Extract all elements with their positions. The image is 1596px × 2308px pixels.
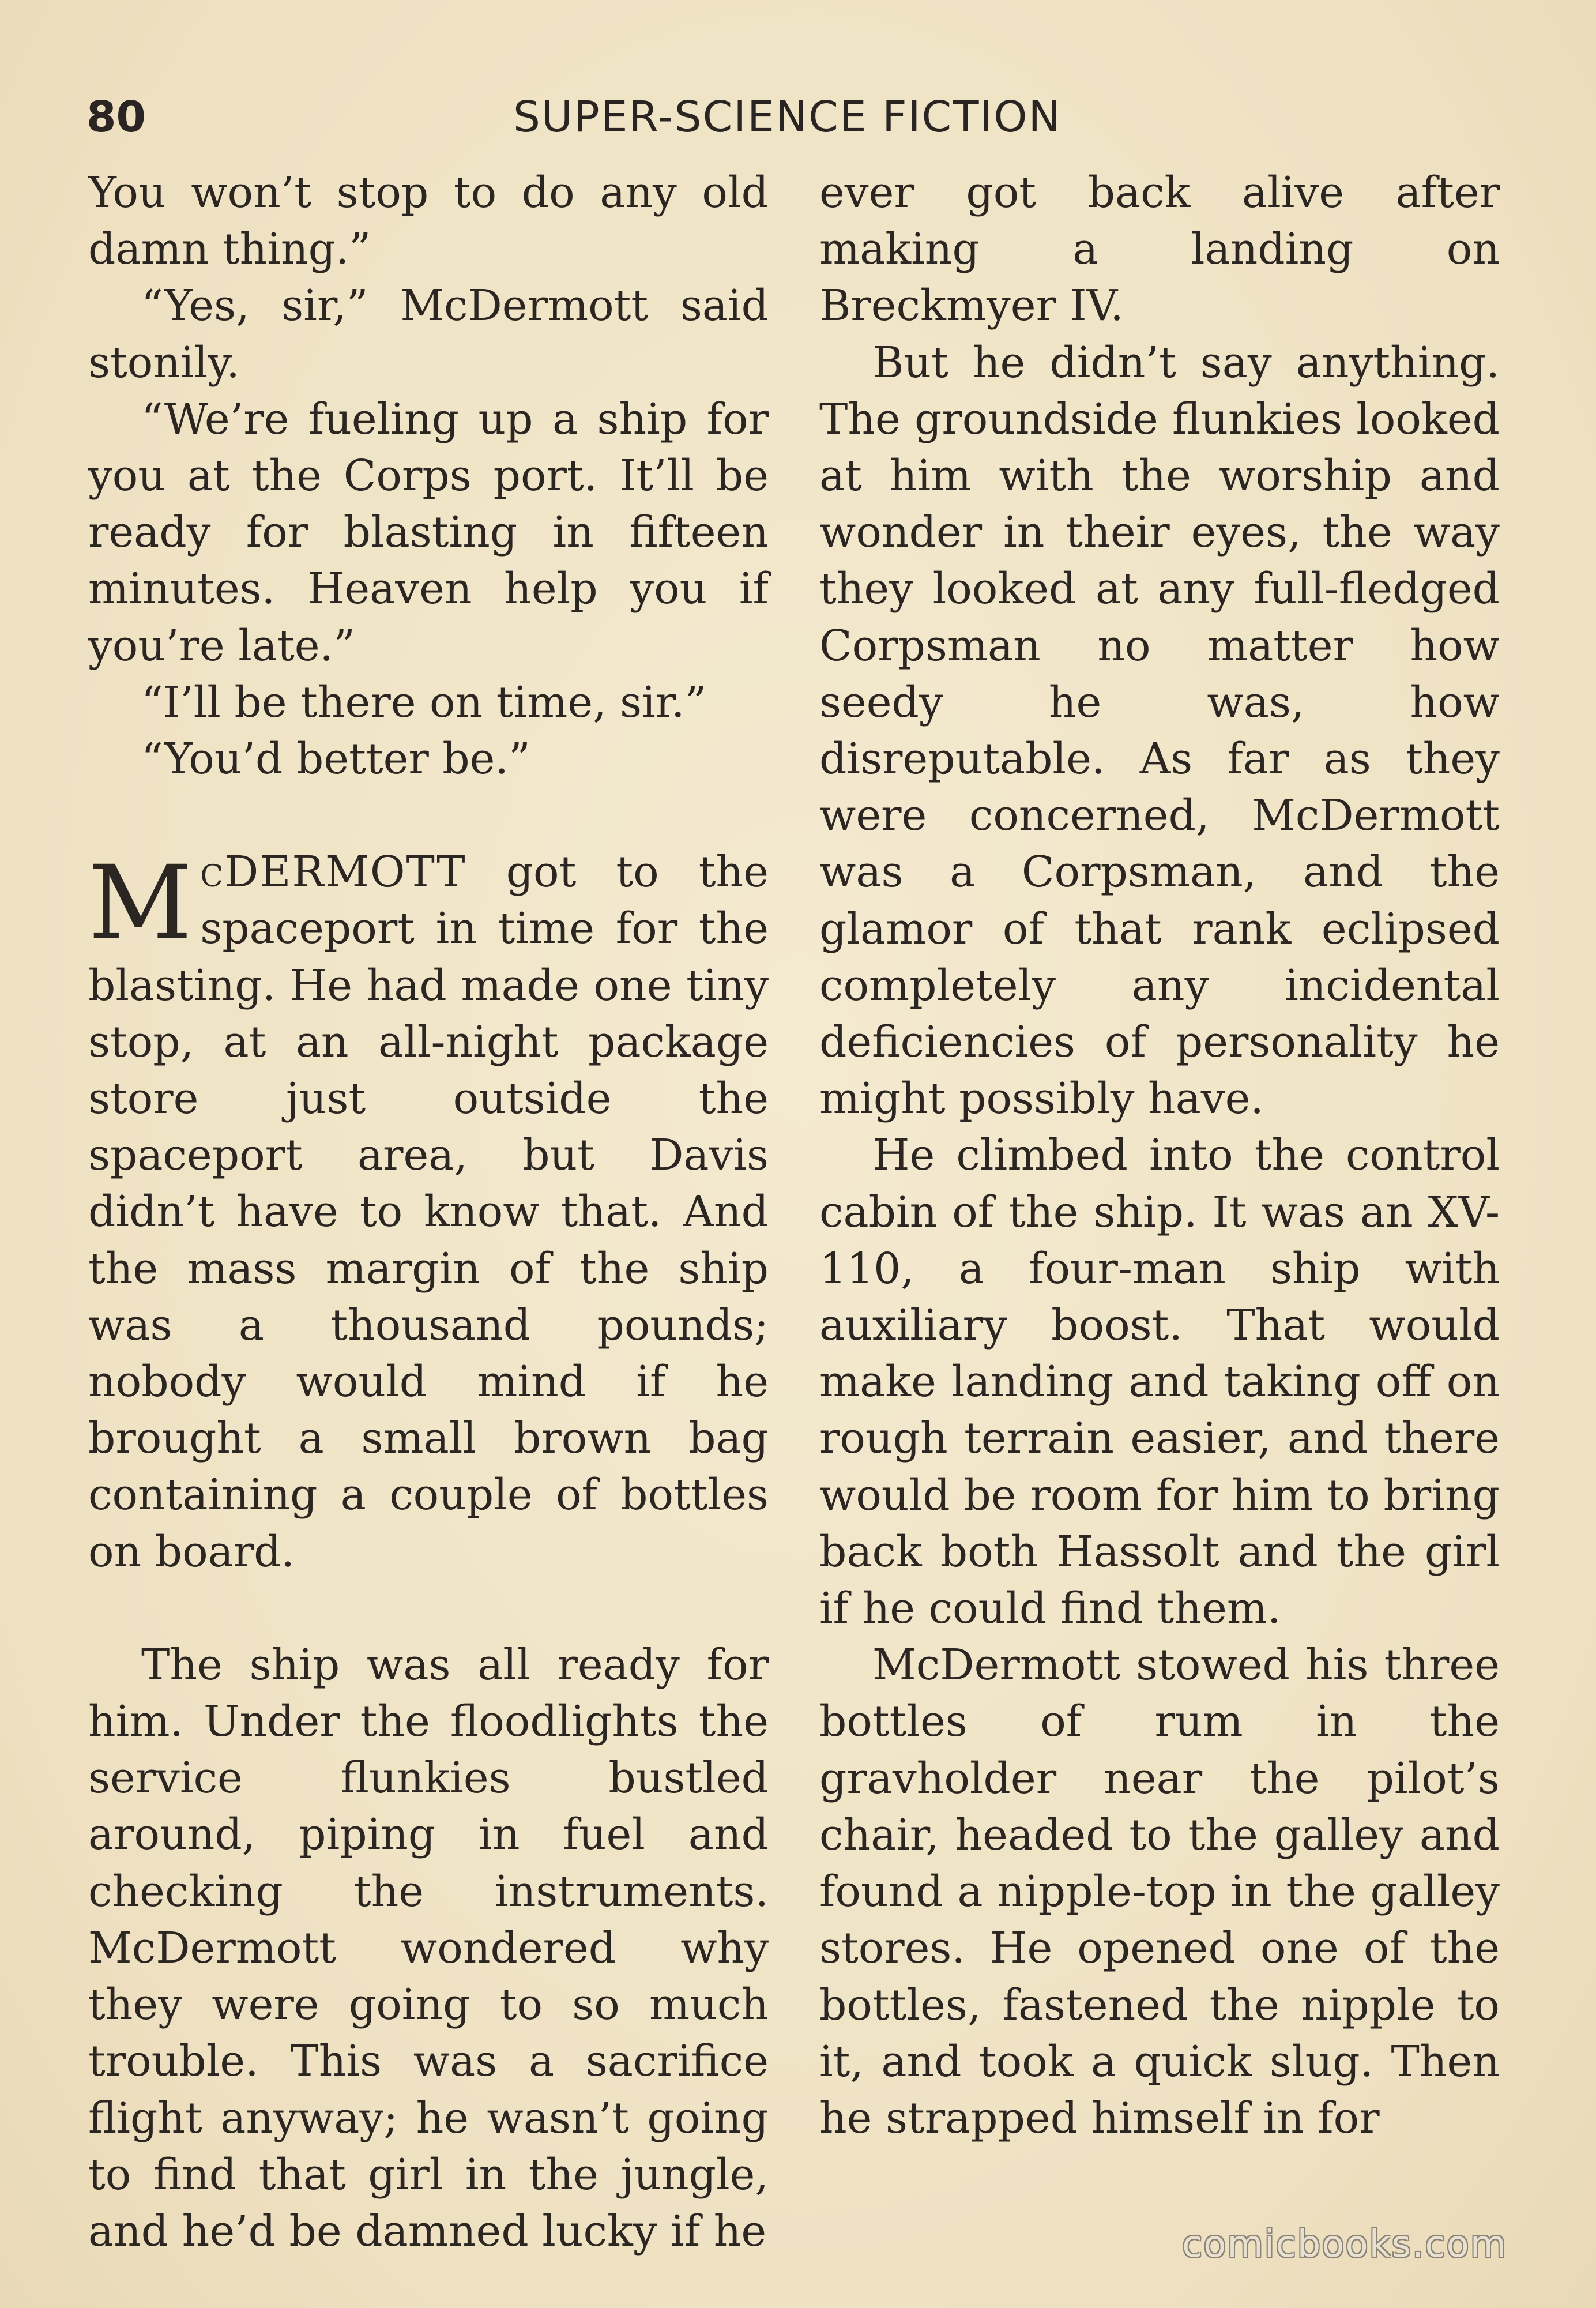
small-caps-lead: cDERMOTT [200, 847, 466, 897]
page-header [86, 85, 1499, 149]
paragraph: McDermott stowed his three bottles of rum in the gravholder near the pilot’s chair, headed to the galley and found a nipple-top in the galley stores. He opened one of the bottles, fastened the nipple to it, and took a quick slug. Then he strapped himself in for [819, 1640, 1500, 2143]
drop-cap: M [88, 844, 193, 963]
section-opening-paragraph [88, 844, 769, 1580]
paragraph: “We’re fueling up a ship for you at the Corps port. It’ll be ready for blasting in fifteen minutes. Heaven help you if you’re late.” [88, 394, 769, 671]
section-gap [88, 1580, 769, 1637]
running-title: SUPER-SCIENCE FICTION [513, 92, 1062, 142]
paragraph: “You’d better be.” [141, 734, 530, 784]
paragraph: But he didn’t say anything. The groundside flunkies looked at him with the worship and wonder in their eyes, the way they looked at any full-fledged Corpsman no matter how seedy he was, how disreputable. As far as they were concerned, McDermott was a Corpsman, and the glamor of that rank eclipsed completely any incidental deficiencies of personality he might possibly have. [819, 337, 1500, 1124]
paragraph: The ship was all ready for him. Under the floodlights the service flunkies bustled around, piping in fuel and checking the instruments. McDermott wondered why they were going to so much trouble. This was a sacrifice flight anyway; he wasn’t going to find that girl in the jungle, and he’d be damned lucky if he [88, 1640, 769, 2256]
paragraph: ever got back alive after making a landing on Breckmyer IV. [819, 168, 1500, 331]
paragraph: You won’t stop to do any old damn thing.” [88, 168, 769, 275]
right-column [819, 164, 1500, 2147]
paragraph-text: got to the spaceport in time for the blasting. He had made one tiny stop, at an all-night package store just outside the spaceport area, but Davis didn’t have to know that. And the mass margin of the ship was a thousand pounds; nobody would mind if he brought a small brown bag containing a couple of bottles on board. [88, 847, 769, 1577]
page-number: 80 [86, 92, 146, 142]
watermark: comicbooks.com [1182, 2223, 1508, 2266]
paragraph: “I’ll be there on time, sir.” [141, 677, 707, 727]
left-column [88, 164, 769, 2260]
paragraph: He climbed into the control cabin of the ship. It was an XV-110, a four-man ship with auxiliary boost. That would make landing and taking off on rough terrain easier, and there would be room for him to bring back both Hassolt and the girl if he could find them. [819, 1130, 1500, 1634]
paragraph: “Yes, sir,” McDermott said stonily. [88, 281, 769, 388]
